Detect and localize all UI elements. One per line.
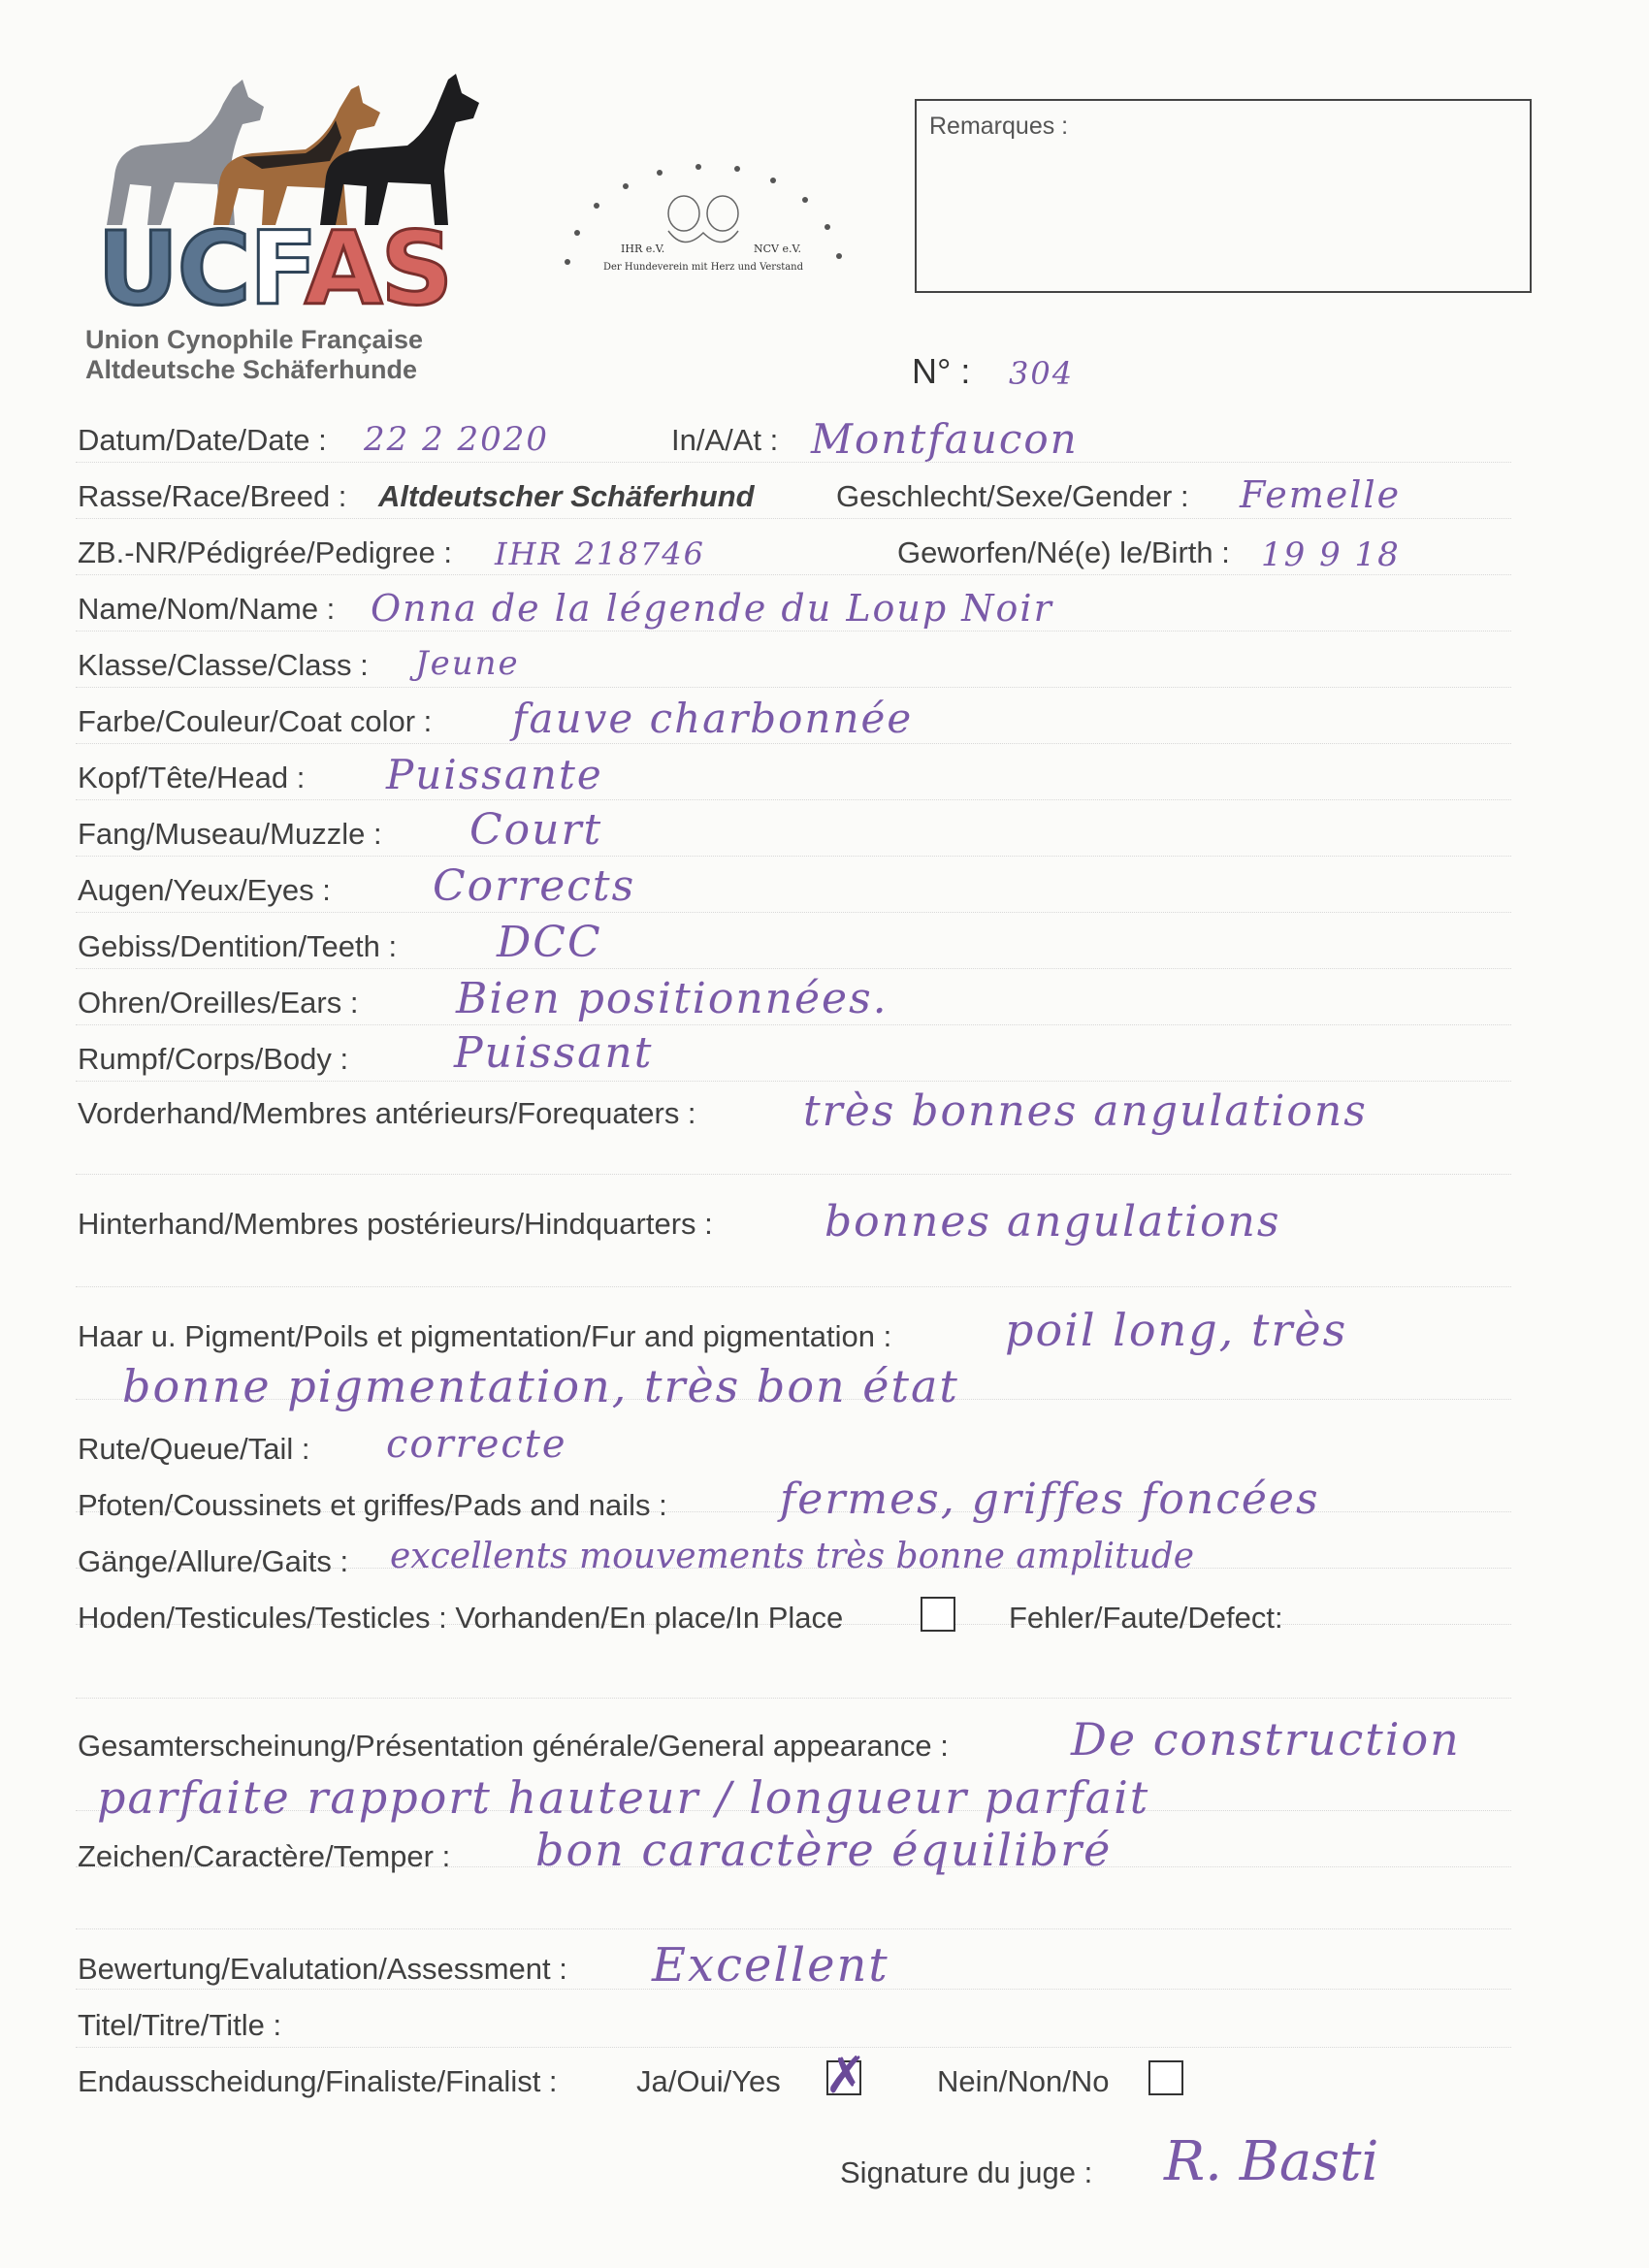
muzzle-value[interactable]: Court bbox=[469, 805, 603, 855]
place-value[interactable]: Montfaucon bbox=[811, 415, 1079, 463]
finalist-label: Endausscheidung/Finaliste/Finalist : bbox=[78, 2064, 558, 2098]
signature-label: Signature du juge : bbox=[840, 2155, 1093, 2189]
forequarters-value[interactable]: très bonnes angulations bbox=[803, 1086, 1368, 1136]
muzzle-label: Fang/Museau/Muzzle : bbox=[78, 817, 382, 851]
temper-label: Zeichen/Caractère/Temper : bbox=[78, 1839, 451, 1873]
ucfas-wordmark bbox=[97, 210, 452, 328]
badge-tagline: Der Hundeverein mit Herz und Verstand bbox=[602, 262, 804, 273]
guide-line bbox=[76, 1024, 1511, 1025]
fur-value-line2[interactable]: bonne pigmentation, très bon état bbox=[122, 1360, 959, 1412]
color-value[interactable]: fauve charbonnée bbox=[512, 695, 914, 742]
guide-line bbox=[76, 518, 1511, 519]
teeth-label: Gebiss/Dentition/Teeth : bbox=[78, 929, 398, 963]
finalist-yes-label: Ja/Oui/Yes bbox=[636, 2064, 781, 2098]
gender-value[interactable]: Femelle bbox=[1240, 473, 1402, 516]
guide-line bbox=[76, 1081, 1511, 1082]
guide-line bbox=[76, 1174, 1511, 1175]
remarks-label: Remarques : bbox=[929, 113, 1069, 140]
pads-value[interactable]: fermes, griffes foncées bbox=[780, 1474, 1320, 1524]
class-value[interactable]: Jeune bbox=[415, 644, 520, 683]
tail-value[interactable]: correcte bbox=[386, 1422, 567, 1467]
badge-right-text: NCV e.V. bbox=[754, 243, 802, 255]
date-label: Datum/Date/Date : bbox=[78, 423, 327, 457]
org-name-line1: Union Cynophile Française bbox=[85, 325, 424, 354]
finalist-yes-checkbox[interactable] bbox=[824, 2047, 867, 2105]
place-label: In/A/At : bbox=[671, 423, 779, 457]
teeth-value[interactable]: DCC bbox=[497, 918, 602, 967]
number-label: N° : bbox=[912, 351, 971, 391]
gaits-value[interactable]: excellents mouvements très bonne amplitude bbox=[390, 1537, 1195, 1576]
guide-line bbox=[76, 743, 1511, 744]
pedigree-label: ZB.-NR/Pédigrée/Pedigree : bbox=[78, 535, 452, 569]
finalist-no-checkbox[interactable] bbox=[1148, 2060, 1183, 2095]
gender-label: Geschlecht/Sexe/Gender : bbox=[836, 479, 1189, 513]
class-label: Klasse/Classe/Class : bbox=[78, 648, 369, 682]
head-value[interactable]: Puissante bbox=[386, 751, 603, 798]
general-appearance-label: Gesamterscheinung/Présentation générale/General appearance : bbox=[78, 1729, 949, 1763]
hindquarters-value[interactable]: bonnes angulations bbox=[824, 1197, 1281, 1247]
judge-signature: R. Basti bbox=[1164, 2130, 1379, 2193]
general-appearance-value-line2[interactable]: parfaite rapport hauteur / longueur parfait bbox=[97, 1771, 1150, 1824]
two-dogs-icon bbox=[668, 196, 738, 243]
eyes-label: Augen/Yeux/Eyes : bbox=[78, 873, 331, 907]
hindquarters-label: Hinterhand/Membres postérieurs/Hindquarters : bbox=[78, 1207, 713, 1241]
name-label: Name/Nom/Name : bbox=[78, 592, 336, 626]
pads-label: Pfoten/Coussinets et griffes/Pads and nails : bbox=[78, 1488, 667, 1522]
guide-line bbox=[76, 1698, 1511, 1699]
guide-line bbox=[76, 912, 1511, 913]
name-value[interactable]: Onna de la légende du Loup Noir bbox=[371, 587, 1053, 630]
breed-label: Rasse/Race/Breed : bbox=[78, 479, 347, 513]
check-x-icon: ✗ bbox=[824, 2047, 867, 2105]
guide-line bbox=[76, 574, 1511, 575]
temper-value[interactable]: bon caractère équilibré bbox=[535, 1824, 1113, 1876]
guide-line bbox=[76, 2047, 1511, 2048]
guide-line bbox=[76, 1286, 1511, 1287]
number-value: 304 bbox=[1009, 355, 1075, 392]
guide-line bbox=[76, 1928, 1511, 1929]
pedigree-value[interactable]: IHR 218746 bbox=[495, 535, 705, 572]
guide-line bbox=[76, 687, 1511, 688]
wordmark-uc: UC bbox=[97, 210, 249, 328]
color-label: Farbe/Couleur/Coat color : bbox=[78, 704, 433, 738]
ears-label: Ohren/Oreilles/Ears : bbox=[78, 986, 359, 1020]
general-appearance-value-line1[interactable]: De construction bbox=[1071, 1713, 1461, 1766]
assessment-label: Bewertung/Evalutation/Assessment : bbox=[78, 1952, 567, 1986]
head-label: Kopf/Tête/Head : bbox=[78, 761, 306, 794]
finalist-no-label: Nein/Non/No bbox=[937, 2064, 1110, 2098]
testicles-in-place-checkbox[interactable] bbox=[921, 1597, 955, 1632]
wordmark-f: F bbox=[248, 210, 305, 328]
guide-line bbox=[76, 631, 1511, 632]
eyes-value[interactable]: Corrects bbox=[433, 861, 636, 911]
guide-line bbox=[76, 968, 1511, 969]
ihr-ncv-badge bbox=[548, 155, 858, 281]
date-value[interactable]: 22 2 2020 bbox=[364, 420, 550, 459]
body-label: Rumpf/Corps/Body : bbox=[78, 1042, 349, 1076]
birth-label: Geworfen/Né(e) le/Birth : bbox=[897, 535, 1230, 569]
org-name-line2: Altdeutsche Schäferhunde bbox=[85, 355, 418, 384]
birth-value[interactable]: 19 9 18 bbox=[1261, 535, 1401, 574]
forequarters-label: Vorderhand/Membres antérieurs/Forequaters : bbox=[78, 1096, 696, 1130]
title-label: Titel/Titre/Title : bbox=[78, 2008, 282, 2042]
wordmark-as: AS bbox=[304, 210, 452, 328]
testicles-label: Hoden/Testicules/Testicles : Vorhanden/En place/In Place bbox=[78, 1601, 844, 1635]
ears-value[interactable]: Bien positionnées. bbox=[456, 974, 889, 1023]
defect-label: Fehler/Faute/Defect: bbox=[1009, 1601, 1283, 1635]
guide-line bbox=[76, 856, 1511, 857]
assessment-value[interactable]: Excellent bbox=[652, 1938, 889, 1993]
gaits-label: Gänge/Allure/Gaits : bbox=[78, 1544, 349, 1578]
fur-value-line1[interactable]: poil long, très bbox=[1005, 1304, 1348, 1356]
guide-line bbox=[76, 799, 1511, 800]
fur-label: Haar u. Pigment/Poils et pigmentation/Fur and pigmentation : bbox=[78, 1319, 892, 1353]
body-value[interactable]: Puissant bbox=[454, 1028, 654, 1078]
ucfas-dogs-logo bbox=[97, 60, 485, 225]
guide-line bbox=[76, 462, 1511, 463]
tail-label: Rute/Queue/Tail : bbox=[78, 1432, 310, 1466]
breed-value: Altdeutscher Schäferhund bbox=[378, 479, 755, 513]
badge-left-text: IHR e.V. bbox=[621, 243, 665, 255]
